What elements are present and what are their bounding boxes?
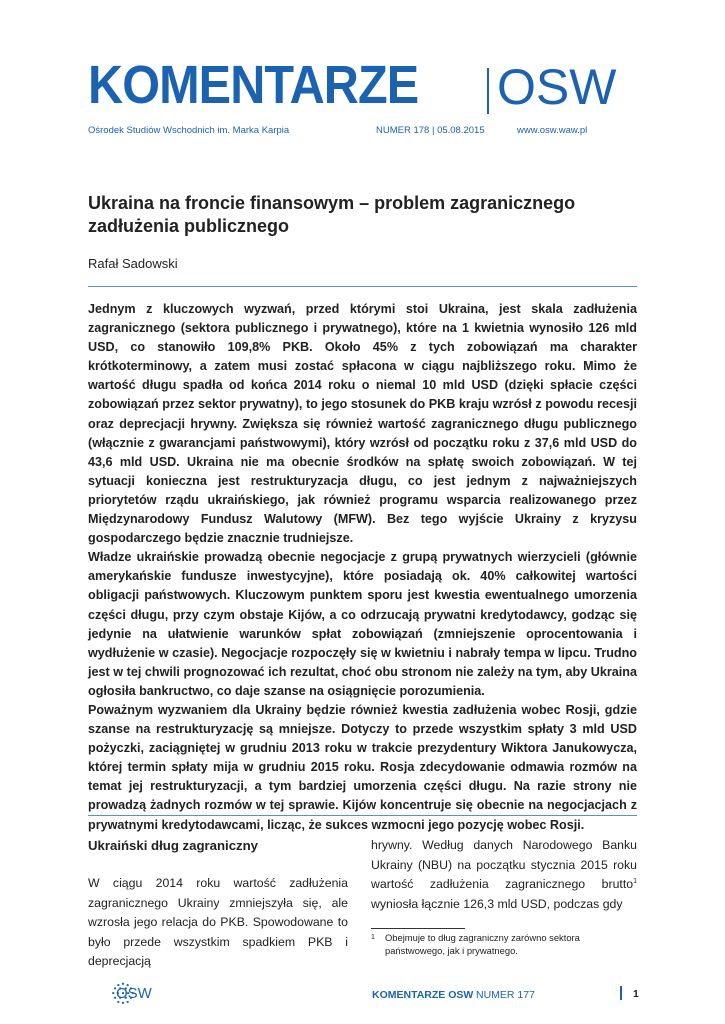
institute-name: Ośrodek Studiów Wschodnich im. Marka Karpia [88, 125, 290, 136]
bottom-rule [88, 815, 637, 816]
website-link[interactable]: www.osw.waw.pl [517, 125, 588, 136]
abstract-paragraph: Jednym z kluczowych wyzwań, przed którymi stoi Ukraina, jest skala zadłużenia zagranicznego (sektora publicznego i prywatnego), które na 1 kwietnia wynosiło 126 mld USD, co stanowiło 109,8% PKB. Około 45% z tych zobowiązań ma charakter krótkoterminowy, a zatem musi zostać spłacona w ciągu najbliższego roku. Mimo że wartość długu spadła od końca 2014 roku o niemal 10 mld USD (dzięki spłacie części zobowiązań przez sektor prywatny), to jego stosunek do PKB kraju wzrósł z powodu recesji oraz deprecjacji hrywny. Zwiększa się również wartość zagranicznego długu publicznego (włącznie z gwarancjami państwowymi), który wzrósł od początku roku z 37,6 mld USD do 43,6 mld USD. Ukraina nie ma obecnie środków na spłatę swoich zobowiązań. W tej sytuacji konieczna jest restrukturyzacja długu, co jest jednym z najważniejszych priorytetów rządu ukraińskiego, jak również programu wsparcia realizowanego przez Międzynarodowy Fundusz Walutowy (MFW). Bez tego wyjście Ukrainy z kryzysu gospodarczego będzie znacznie trudniejsze. [88, 302, 637, 546]
footer-issue: NUMER 177 [476, 989, 535, 1001]
footer-divider [620, 986, 622, 1000]
footnote [371, 931, 637, 957]
left-column-text: W ciągu 2014 roku wartość zadłużenia zagranicznego Ukrainy zmniejszyła się, ale wzrosła jego relacja do PKB. Spowodowane to było przede wszystkim spadkiem PKB i deprecjacją [88, 876, 348, 969]
right-column-text [371, 836, 637, 914]
section-heading: Ukraiński dług zagraniczny [88, 838, 259, 853]
right-text-before: hrywny. Według danych Narodowego Banku Ukrainy (NBU) na początku stycznia 2015 roku wartość zadłużenia zagranicznego brutto [371, 838, 637, 892]
brand-osw: OSW [497, 59, 617, 115]
left-column [88, 836, 348, 972]
footer-logo-text: OSW [116, 985, 152, 1002]
abstract-paragraph: Władze ukraińskie prowadzą obecnie negocjacje z grupą prywatnych wierzycieli (głównie amerykańskie fundusze inwestycyjne), które posiadają ok. 40% całkowitej wartości obligacji państwowych. Kluczowym punktem sporu jest kwestia ewentualnego umorzenia części długu, przy czym obstaje Kijów, a co odrzucają prywatni kredytodawcy, godząc się jedynie na ułatwienie warunków spłat zobowiązań (zmniejszenie oprocentowania i wydłużenie w czasie). Negocjacje rozpoczęły się w kwietniu i nabrały tempa w lipcu. Trudno jest w tej chwili prognozować ich rezultat, choć obu stronom nie zależy na tym, aby Ukraina ogłosiła bankructwo, co daje szanse na osiągnięcie porozumienia. [88, 550, 637, 698]
right-column [371, 836, 637, 914]
issue-info: NUMER 178 | 05.08.2015 [376, 125, 485, 136]
footnote-ref[interactable]: 1 [633, 878, 637, 886]
article-abstract [88, 300, 637, 835]
brand-title: KOMENTARZE [88, 55, 419, 115]
brand-divider [487, 68, 489, 114]
footnote-number: 1 [371, 934, 375, 941]
page-number: 1 [633, 988, 639, 1000]
footer-brand: KOMENTARZE OSW [372, 989, 474, 1001]
footnote-divider [371, 928, 465, 929]
top-rule [88, 286, 637, 287]
abstract-paragraph: Poważnym wyzwaniem dla Ukrainy będzie również kwestia zadłużenia wobec Rosji, gdzie szanse na restrukturyzację są mniejsze. Dotyczy to przede wszystkim spłaty 3 mld USD pożyczki, zaciągniętej w grudniu 2013 roku w trakcie prezydentury Wiktora Janukowycza, której termin spłaty mija w grudniu 2015 roku. Rosja zdecydowanie odmawia rozmów na temat jej restrukturyzacji, a tym bardziej umorzenia części długu. Na razie strony nie prowadzą żadnych rozmów w tej sprawie. Kijów koncentruje się obecnie na negocjacjach z prywatnymi kredytodawcami, licząc, że sukces wzmocni jego pozycję wobec Rosji. [88, 702, 637, 832]
article-title: Ukraina na froncie finansowym – problem zagranicznego zadłużenia publicznego [88, 193, 576, 236]
article-author: Rafał Sadowski [88, 256, 178, 271]
footnote-text: Obejmuje to dług zagraniczny zarówno sektora państwowego, jak i prywatnego. [385, 932, 580, 956]
right-text-after: wyniosła łącznie 126,3 mld USD, podczas gdy [371, 896, 623, 911]
